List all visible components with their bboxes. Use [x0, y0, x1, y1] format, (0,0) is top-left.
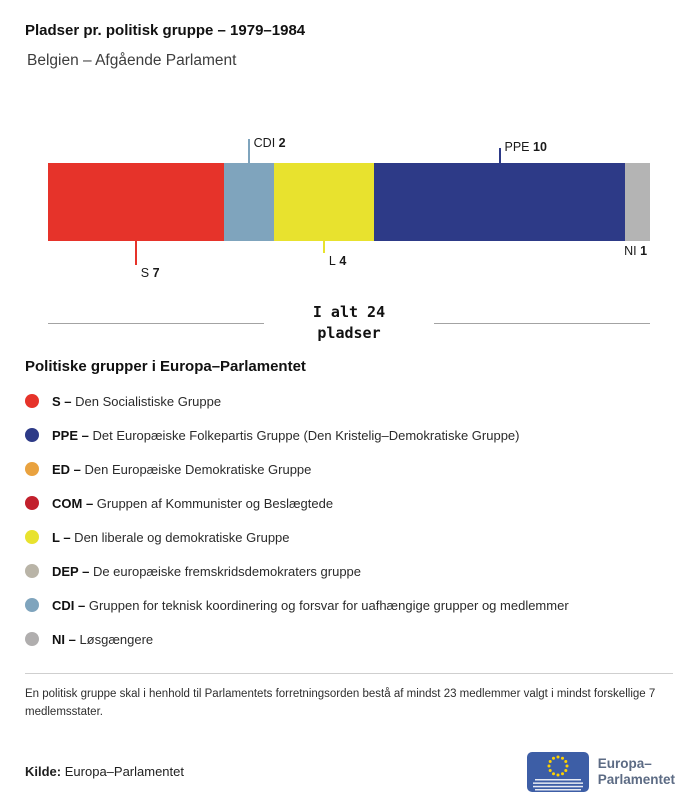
total-rule-left — [48, 323, 264, 324]
callout-line-l — [323, 241, 325, 253]
total-seats-line2: pladser — [317, 324, 381, 342]
callout-label-ppe: PPE 10 — [504, 140, 547, 154]
legend-color-dot-ppe — [25, 428, 39, 442]
footer — [25, 752, 675, 792]
eu-flag-icon — [527, 752, 589, 792]
legend-label-ppe: PPE – Det Europæiske Folkepartis Gruppe (Den Kristelig–Demokratiske Gruppe) — [52, 428, 520, 443]
legend-item-ppe — [25, 427, 675, 445]
bar-segment-s — [48, 163, 224, 241]
legend-label-ni: NI – Løsgængere — [52, 632, 154, 647]
total-banner — [48, 302, 650, 344]
source-line — [25, 764, 184, 779]
legend-color-dot-ni — [25, 632, 39, 646]
legend-list — [25, 393, 675, 649]
bar-segment-ppe — [374, 163, 625, 241]
logo-wordmark-line1: Europa– — [597, 756, 652, 772]
source-value: Europa–Parlamentet — [64, 764, 184, 780]
callout-line-s — [135, 241, 137, 265]
callout-line-cdi — [248, 139, 250, 163]
legend-color-dot-com — [25, 496, 39, 510]
eu-parliament-logo — [527, 752, 675, 792]
legend-label-cdi: CDI – Gruppen for teknisk koordinering og forsvar for uafhængige grupper og medlemmer — [52, 598, 569, 613]
legend-color-dot-dep — [25, 564, 39, 578]
logo-wordmark — [598, 756, 675, 787]
legend-item-s — [25, 393, 675, 411]
legend-color-dot-s — [25, 394, 39, 408]
chart-area — [48, 128, 650, 290]
legend-item-com — [25, 495, 675, 513]
legend-heading: Politiske grupper i Europa–Parlamentet — [25, 358, 306, 375]
legend-label-com: COM – Gruppen af Kommunister og Beslægtede — [52, 496, 334, 511]
chart-subtitle: Belgien – Afgående Parlament — [27, 52, 237, 69]
callout-label-cdi: CDI 2 — [253, 136, 286, 150]
stacked-bar — [48, 163, 650, 241]
footnote: En politisk gruppe skal i henhold til Parlamentets forretningsorden bestå af mindst 23 medlemmer valgt i mindst forskellige 7 medlemsstater. — [25, 673, 673, 722]
bar-segment-cdi — [224, 163, 274, 241]
bar-segment-ni — [625, 163, 650, 241]
legend-item-cdi — [25, 597, 675, 615]
legend-label-l: L – Den liberale og demokratiske Gruppe — [52, 530, 290, 545]
callout-line-ppe — [499, 148, 501, 163]
legend-color-dot-cdi — [25, 598, 39, 612]
chart-title: Pladser pr. politisk gruppe – 1979–1984 — [25, 22, 306, 39]
total-rule-right — [434, 323, 650, 324]
legend-color-dot-ed — [25, 462, 39, 476]
legend-item-l — [25, 529, 675, 547]
total-seats-caption — [264, 302, 434, 344]
legend-item-dep — [25, 563, 675, 581]
legend-item-ni — [25, 631, 675, 649]
legend-color-dot-l — [25, 530, 39, 544]
legend-item-ed — [25, 461, 675, 479]
source-label: Kilde: — [25, 764, 62, 780]
legend-label-ed: ED – Den Europæiske Demokratiske Gruppe — [52, 462, 312, 477]
legend-label-dep: DEP – De europæiske fremskridsdemokraters gruppe — [52, 564, 362, 579]
logo-wordmark-line2: Parlamentet — [597, 771, 675, 787]
bar-segment-l — [274, 163, 374, 241]
total-seats-line1: I alt 24 — [312, 303, 386, 321]
callout-label-l: L 4 — [328, 254, 347, 268]
callout-label-ni: NI 1 — [624, 244, 648, 258]
callout-label-s: S 7 — [140, 266, 160, 280]
legend-label-s: S – Den Socialistiske Gruppe — [52, 394, 222, 409]
